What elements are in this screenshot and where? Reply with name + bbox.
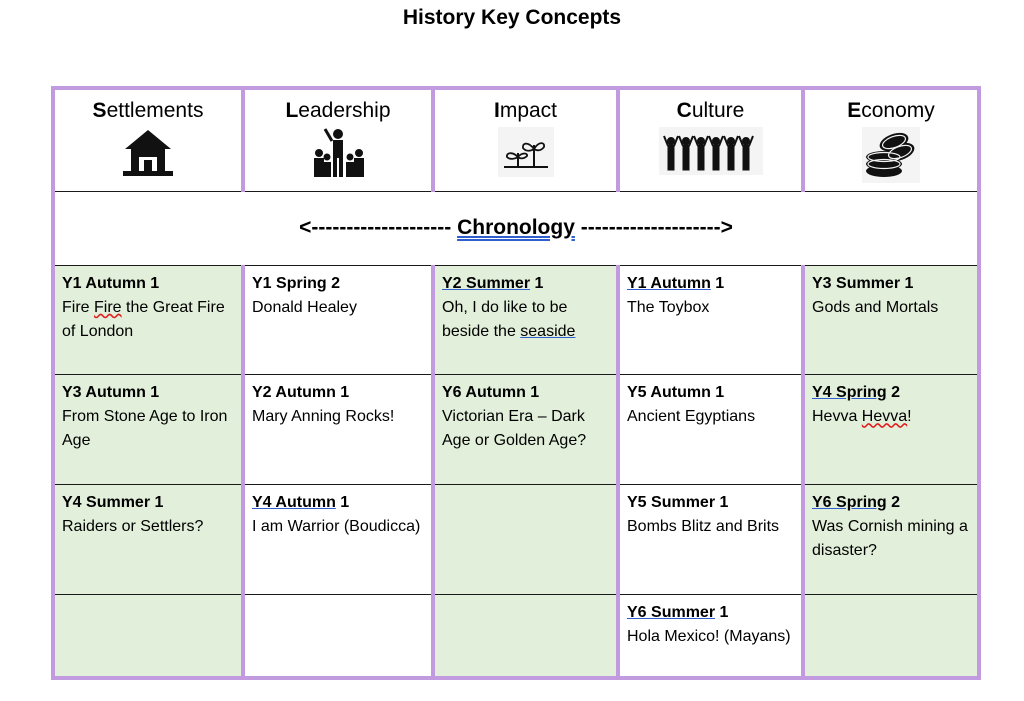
- topic-text: Victorian Era – Dark Age or Golden Age?: [442, 408, 587, 450]
- term-label: Y2 Autumn 1: [252, 384, 350, 402]
- table-cell: [618, 375, 803, 485]
- topic-text: Bombs Blitz and Brits: [627, 518, 780, 536]
- table-row: [53, 265, 979, 375]
- term-label: Y5 Summer 1: [627, 494, 729, 512]
- topic-text: Ancient Egyptians: [627, 408, 756, 426]
- term-label: Y4 Autumn 1: [252, 494, 350, 512]
- topic-text: Mary Anning Rocks!: [252, 408, 395, 426]
- table-cell: [433, 485, 618, 595]
- column-title: Impact: [493, 99, 558, 122]
- term-label: Y6 Summer 1: [627, 603, 729, 621]
- table-row: [53, 485, 979, 595]
- term-label: Y4 Spring 2: [812, 384, 901, 402]
- table-cell: [618, 265, 803, 375]
- topic-text: The Toybox: [627, 298, 710, 316]
- chronology-left-arrow: <--------------------: [299, 216, 452, 240]
- chronology-right-arrow: -------------------->: [580, 216, 733, 240]
- table-cell: [803, 375, 979, 485]
- term-label: Y3 Autumn 1: [62, 384, 160, 402]
- term-label: Y2 Summer 1: [442, 274, 544, 292]
- chronology-label: Chronology: [457, 216, 575, 240]
- coins-icon: [862, 127, 920, 183]
- table-cell: [433, 594, 618, 678]
- topic-text: Was Cornish mining a disaster?: [812, 518, 968, 560]
- term-label: Y1 Spring 2: [252, 274, 341, 292]
- page-title: History Key Concepts: [402, 6, 622, 29]
- table-cell: [53, 375, 243, 485]
- table-cell: [243, 375, 433, 485]
- table-cell: [243, 594, 433, 678]
- house-icon: [121, 127, 175, 177]
- term-label: Y6 Spring 2: [812, 494, 901, 512]
- header-economy: [803, 88, 979, 191]
- term-label: Y5 Autumn 1: [627, 384, 725, 402]
- topic-text: From Stone Age to Iron Age: [62, 408, 228, 450]
- key-concepts-table: [51, 86, 981, 680]
- column-title: Settlements: [92, 99, 204, 122]
- table-cell: [433, 375, 618, 485]
- table-row: [53, 594, 979, 678]
- table-cell: [803, 485, 979, 595]
- column-title: Economy: [847, 99, 935, 122]
- topic-text: Gods and Mortals: [812, 298, 939, 316]
- leader-crowd-icon: [310, 127, 366, 179]
- header-settlements: [53, 88, 243, 191]
- table-cell: [243, 265, 433, 375]
- table-cell: [803, 265, 979, 375]
- topic-text: Donald Healey: [252, 298, 357, 316]
- topic-text: I am Warrior (Boudicca): [252, 518, 421, 536]
- table-cell: [618, 485, 803, 595]
- table-cell: [53, 265, 243, 375]
- column-title: Culture: [676, 99, 745, 122]
- topic-text: Raiders or Settlers?: [62, 518, 204, 536]
- header-impact: [433, 88, 618, 191]
- header-culture: [618, 88, 803, 191]
- term-label: Y6 Autumn 1: [442, 384, 540, 402]
- people-cheering-icon: [659, 127, 763, 175]
- column-title: Leadership: [285, 99, 391, 122]
- header-leadership: [243, 88, 433, 191]
- topic-text: Oh, I do like to be beside the seaside: [442, 298, 576, 340]
- table-row: [53, 375, 979, 485]
- table-cell: [803, 594, 979, 678]
- header-row: [53, 88, 979, 191]
- seedlings-icon: [498, 127, 554, 177]
- table-cell: [243, 485, 433, 595]
- term-label: Y1 Autumn 1: [627, 274, 725, 292]
- table-cell: [433, 265, 618, 375]
- term-label: Y4 Summer 1: [62, 494, 164, 512]
- table-cell: [53, 485, 243, 595]
- table-cell: [53, 594, 243, 678]
- topic-text: Hola Mexico! (Mayans): [627, 627, 791, 645]
- topic-text: Hevva Hevva!: [812, 408, 912, 426]
- chronology-row: [53, 191, 979, 265]
- table-cell: [618, 594, 803, 678]
- topic-text: Fire Fire the Great Fire of London: [62, 298, 225, 340]
- term-label: Y1 Autumn 1: [62, 274, 160, 292]
- term-label: Y3 Summer 1: [812, 274, 914, 292]
- chronology-banner: [53, 191, 979, 265]
